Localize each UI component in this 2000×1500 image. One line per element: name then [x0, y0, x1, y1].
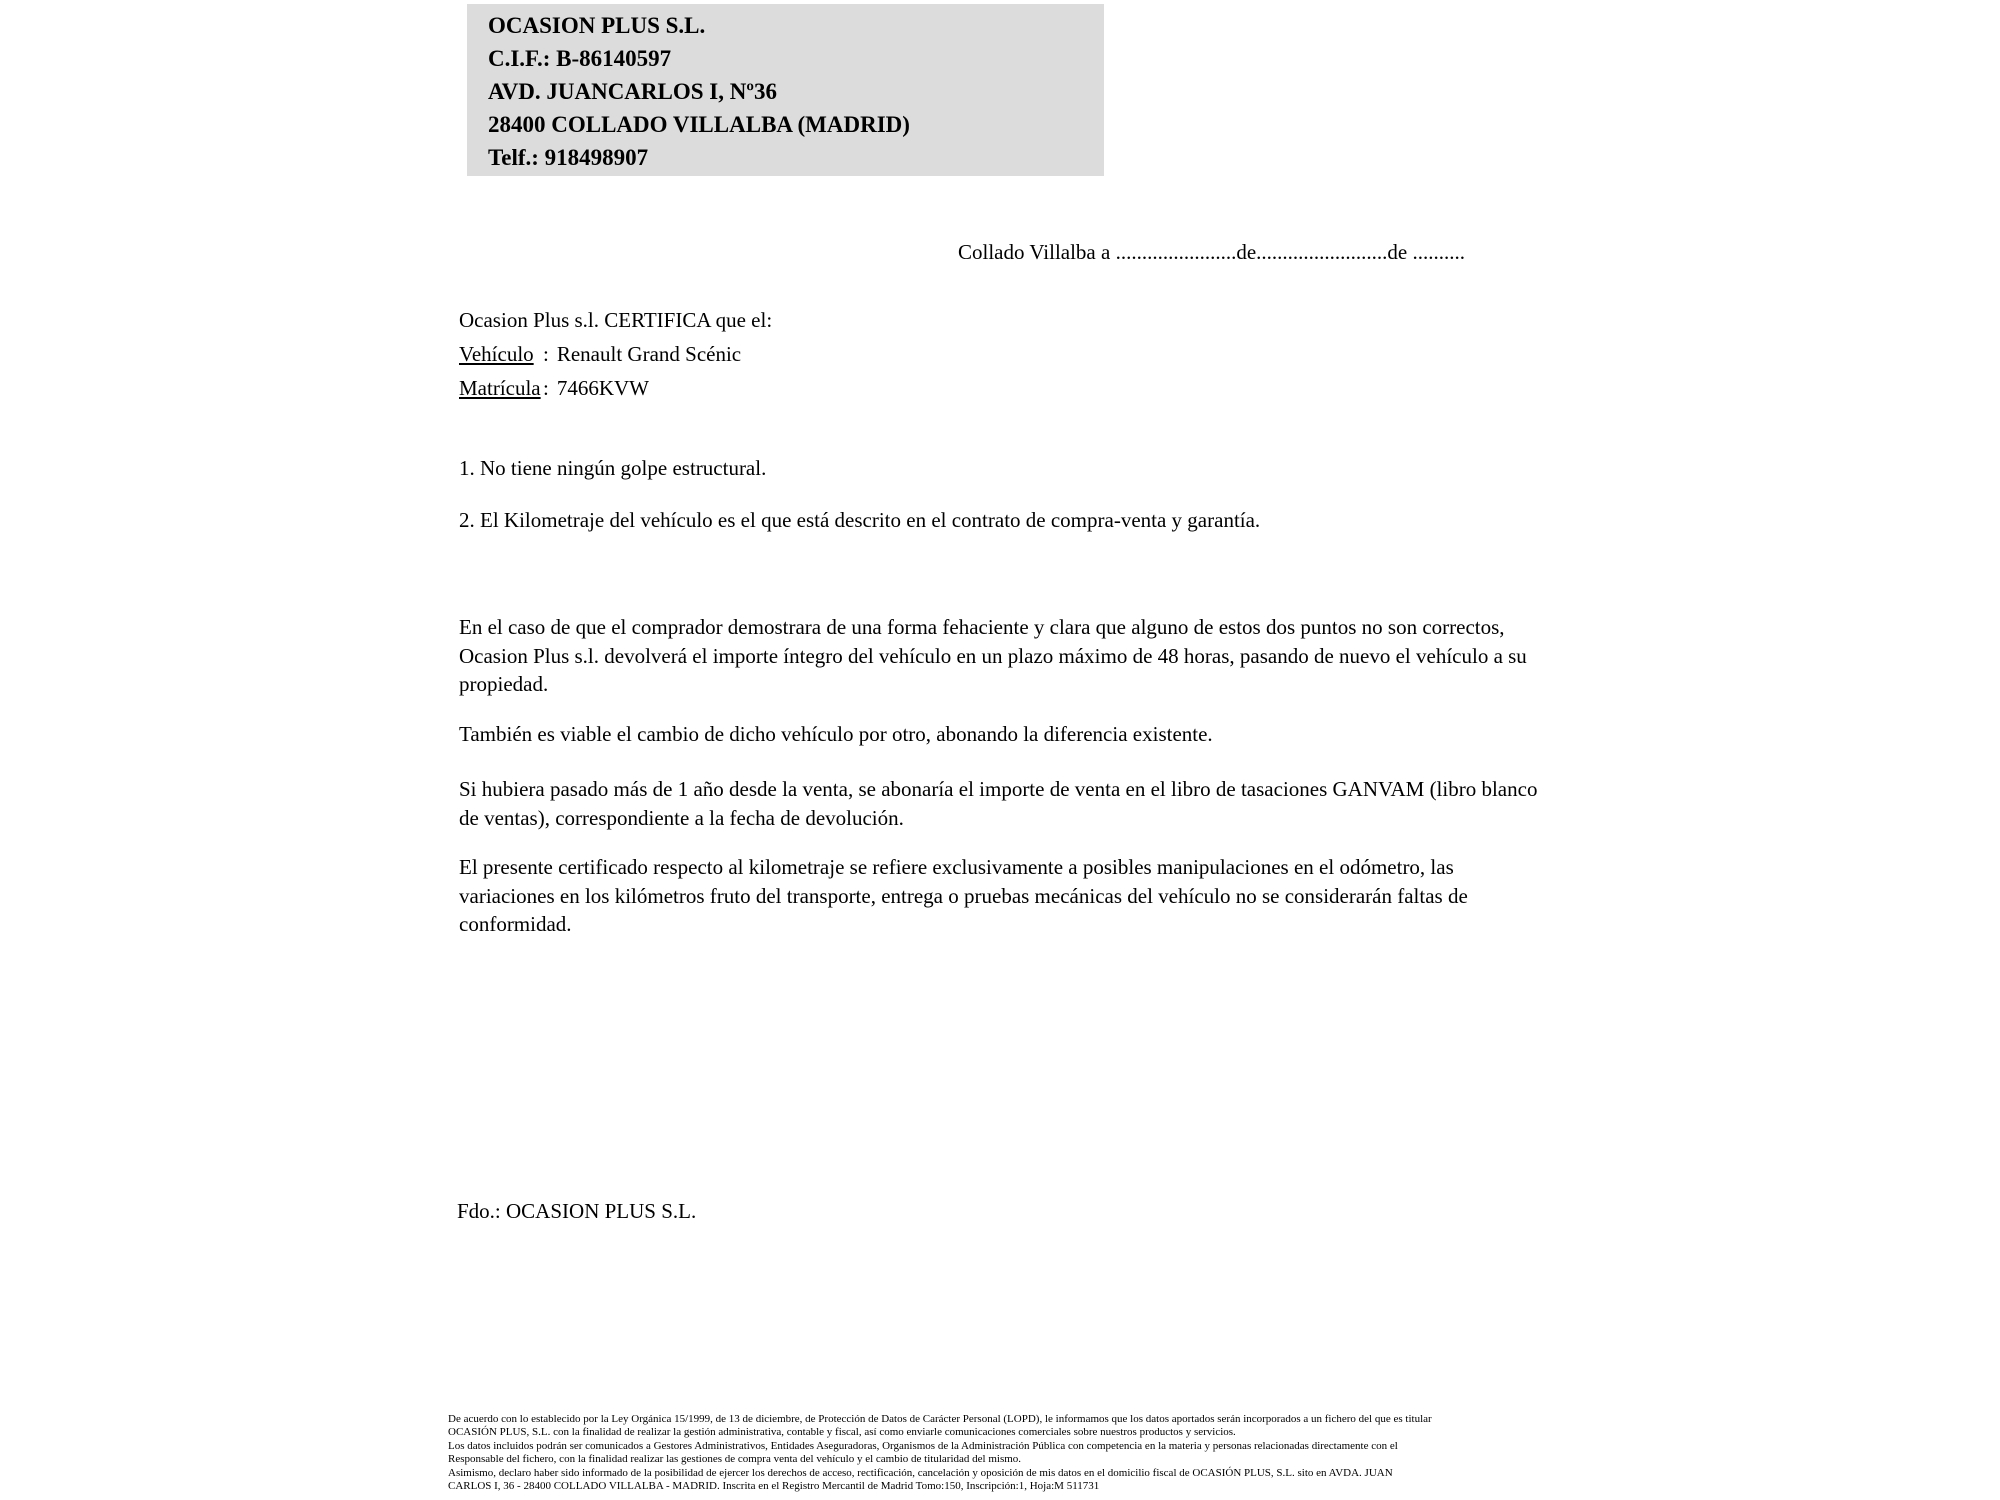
plate-field-separator: :: [543, 376, 549, 400]
odometer-disclaimer-paragraph: El presente certificado respecto al kilometraje se refiere exclusivamente a posibles manipulaciones en el odómetro, las variaciones en los kilómetros fruto del transporte, entrega o pruebas mecánicas del vehículo no se considerarán faltas de conformidad.: [459, 855, 1468, 936]
company-name: OCASION PLUS S.L.: [488, 13, 706, 38]
legal-footer-line: Los datos incluidos podrán ser comunicados a Gestores Administrativos, Entidades Aseguradoras, Organismos de la Administración Pública con competencia en la materia y personas relacionadas directamente con el: [448, 1439, 1398, 1452]
company-phone: Telf.: 918498907: [488, 145, 649, 170]
ganvam-valuation-paragraph: Si hubiera pasado más de 1 año desde la venta, se abonaría el importe de venta en el libro de tasaciones GANVAM (libro blanco de ventas), correspondiente a la fecha de devolución.: [459, 777, 1538, 830]
vehicle-field-label: Vehículo: [459, 342, 534, 366]
company-header-box: [467, 4, 1104, 176]
date-fill-in-line: Collado Villalba a .......................de.........................de ..........: [958, 240, 1465, 264]
certification-intro: Ocasion Plus s.l. CERTIFICA que el:: [459, 308, 773, 332]
plate-field-label: Matrícula: [459, 376, 541, 400]
legal-footer: [448, 1413, 1558, 1493]
company-address: AVD. JUANCARLOS I, Nº36: [488, 79, 777, 104]
company-city: 28400 COLLADO VILLALBA (MADRID): [488, 112, 910, 137]
legal-footer-line: De acuerdo con lo establecido por la Ley Orgánica 15/1999, de 13 de diciembre, de Protección de Datos de Carácter Personal (LOPD), le informamos que los datos aportados serán incorporados a un fichero del que es titular: [448, 1413, 1432, 1425]
vehicle-field-row: [459, 337, 772, 371]
refund-conditions-paragraph: En el caso de que el comprador demostrara de una forma fehaciente y clara que alguno de estos dos puntos no son correctos, Ocasion Plus s.l. devolverá el importe íntegro del vehículo en un plazo máximo de 48 horas, pasando de nuevo el vehículo a su propiedad.: [459, 615, 1527, 696]
vehicle-field-value: Renault Grand Scénic: [556, 342, 742, 366]
signature-line: Fdo.: OCASION PLUS S.L.: [457, 1199, 697, 1223]
legal-footer-line: CARLOS I, 36 - 28400 COLLADO VILLALBA - MADRID. Inscrita en el Registro Mercantil de Madrid Tomo:150, Inscripción:1, Hoja:M 511731: [448, 1480, 1100, 1493]
legal-footer-line: Responsable del fichero, con la finalidad realizar las gestiones de compra venta del vehículo y el cambio de titularidad del mismo.: [448, 1453, 1022, 1466]
company-cif: C.I.F.: B-86140597: [488, 46, 672, 71]
certified-point-2: 2. El Kilometraje del vehículo es el que está descrito en el contrato de compra-venta y garantía.: [459, 508, 1261, 532]
legal-footer-line: OCASIÓN PLUS, S.L. con la finalidad de realizar la gestión administrativa, contable y fiscal, así como enviarle comunicaciones comerciales sobre nuestros productos y servicios.: [448, 1426, 1236, 1439]
legal-footer-line: Asimismo, declaro haber sido informado de la posibilidad de ejercer los derechos de acceso, rectificación, cancelación y oposición de mis datos en el domicilio fiscal de OCASIÓN PLUS, S.L. sito en AVDA. JUAN: [448, 1466, 1393, 1479]
certified-point-1: 1. No tiene ningún golpe estructural.: [459, 456, 767, 480]
certification-block: [459, 303, 772, 405]
vehicle-exchange-paragraph: También es viable el cambio de dicho vehículo por otro, abonando la diferencia existente.: [459, 722, 1213, 746]
plate-field-row: [459, 371, 772, 405]
vehicle-field-separator: :: [543, 342, 549, 366]
plate-field-value: 7466KVW: [556, 376, 649, 400]
